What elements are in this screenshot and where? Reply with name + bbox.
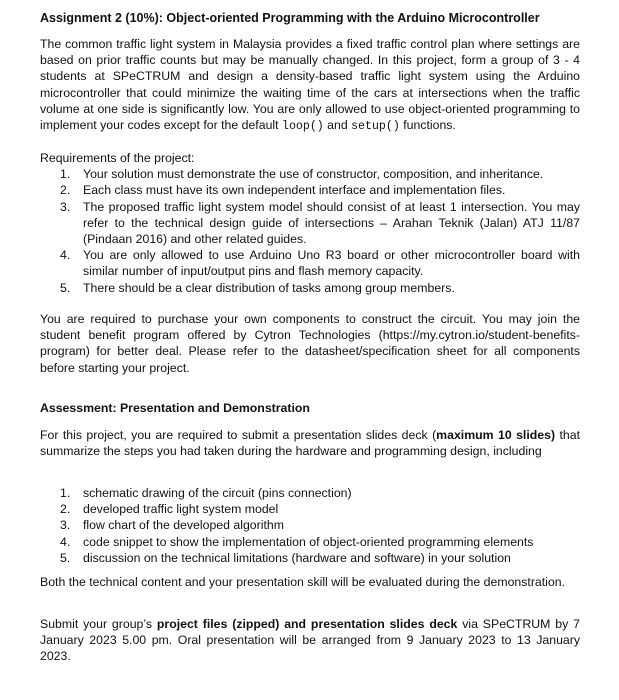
setup-code: setup() (351, 120, 400, 134)
evaluation-text: Both the technical content and your presentation skill will be evaluated during the demonstration. (40, 575, 565, 589)
submit-text: Submit your group’s (40, 617, 157, 631)
list-item (40, 247, 580, 279)
item-number: 3. (60, 518, 71, 533)
list-item (40, 517, 580, 533)
item-text: Your solution must demonstrate the use of constructor, composition, and inheritance. (83, 167, 544, 182)
assessment-intro-rest: that summarize the steps you had taken during the hardware and programming design, including (40, 428, 580, 459)
item-text: You are only allowed to use Arduino Uno R3 board or other microcontroller board with similar number of input/output pins and flash memory capacity. (83, 248, 580, 279)
item-text: code snippet to show the implementation of object-oriented programming elements (83, 534, 534, 549)
evaluation-paragraph (40, 574, 580, 590)
submission-paragraph (40, 616, 580, 665)
list-item (40, 166, 580, 182)
item-number: 2. (60, 502, 71, 517)
deliverable-emphasis: project files (zipped) and presentation slides deck (156, 617, 458, 631)
list-item (40, 182, 580, 198)
item-text: Each class must have its own independent interface and implementation files. (83, 183, 506, 198)
item-number: 1. (60, 486, 71, 500)
item-number: 5. (60, 280, 71, 295)
item-number: 1. (60, 167, 71, 182)
list-item (40, 485, 580, 501)
assessment-intro (40, 427, 580, 459)
max-slides-emphasis: maximum 10 slides) (436, 428, 556, 442)
submit-rest: via SPeCTRUM by 7 January 2023 5.00 pm. Oral presentation will be arranged from 9 January 2023 to 13 January 2023. (40, 617, 580, 664)
intro-paragraph (40, 36, 580, 135)
requirements-section (40, 150, 580, 296)
item-text: schematic drawing of the circuit (pins connection) (83, 486, 352, 500)
item-text: flow chart of the developed algorithm (83, 518, 284, 533)
list-item (40, 280, 580, 296)
requirements-heading: Requirements of the project: (40, 151, 195, 165)
list-item (40, 501, 580, 517)
document-title: Assignment 2 (10%): Object-oriented Programming with the Arduino Microcontroller (40, 11, 540, 25)
item-number: 4. (60, 248, 71, 263)
intro-and: and (323, 118, 352, 133)
item-text: The proposed traffic light system model should consist of at least 1 intersection. You may refer to the technical design guide of intersections – Arahan Teknik (Jalan) ATJ 11/87 (Pindaan 2016) and other related guides. (83, 199, 580, 247)
list-item (40, 550, 580, 566)
list-item (40, 534, 580, 550)
requirements-list (40, 166, 580, 296)
item-text: There should be a clear distribution of tasks among group members. (83, 280, 455, 295)
deliverables-list (40, 485, 580, 566)
assessment-heading-block (40, 400, 580, 416)
item-text: discussion on the technical limitations (hardware and software) in your solution (83, 550, 511, 565)
list-item (40, 199, 580, 248)
item-number: 5. (60, 550, 71, 565)
item-text: developed traffic light system model (83, 502, 279, 517)
item-number: 4. (60, 534, 71, 549)
item-number: 3. (60, 199, 71, 214)
assessment-intro-text: For this project, you are required to submit a presentation slides deck ( (40, 428, 437, 442)
intro-text: The common traffic light system in Malaysia provides a fixed traffic control plan where settings are based on prior traffic counts but may be manually changed. In this project, form a group of 3 - 4 students at SPeCTRUM and design a density-based traffic light system using the Arduino microcontroller that could minimize the waiting time of the cars at intersections when the traffic volume at one side is significantly low. You are only allowed to use object-oriented programming to implement your codes except for the default (40, 37, 580, 133)
intro-end: functions. (399, 118, 456, 133)
deliverables-list-block (40, 485, 580, 566)
components-paragraph (40, 311, 580, 376)
loop-code: loop() (281, 120, 324, 134)
components-text: You are required to purchase your own components to construct the circuit. You may join the student benefit program offered by Cytron Technologies (https://my.cytron.io/student-benefits-program) for better deal. Please refer to the datasheet/specification sheet for all components before starting your project. (40, 312, 580, 375)
item-number: 2. (60, 183, 71, 198)
assessment-heading: Assessment: Presentation and Demonstration (40, 401, 310, 415)
